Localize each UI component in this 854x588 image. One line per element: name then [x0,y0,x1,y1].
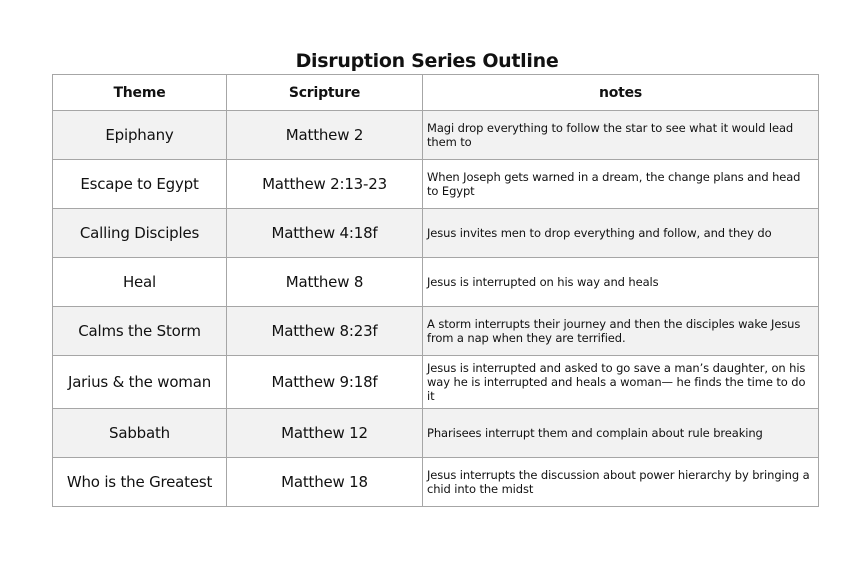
notes-cell: Pharisees interrupt them and complain about rule breaking [423,409,819,458]
table-row [53,258,819,307]
scripture-cell: Matthew 2:13-23 [227,160,423,209]
theme-cell: Who is the Greatest [53,458,227,507]
scripture-cell: Matthew 2 [227,111,423,160]
scripture-cell: Matthew 8:23f [227,307,423,356]
column-header-scripture: Scripture [227,75,423,111]
table-row [53,458,819,507]
scripture-cell: Matthew 9:18f [227,356,423,409]
notes-cell: Jesus is interrupted on his way and heals [423,258,819,307]
theme-cell: Calling Disciples [53,209,227,258]
theme-cell: Sabbath [53,409,227,458]
theme-cell: Escape to Egypt [53,160,227,209]
table-row [53,409,819,458]
notes-cell: Magi drop everything to follow the star to see what it would lead them to [423,111,819,160]
table-row [53,307,819,356]
table-row [53,356,819,409]
scripture-cell: Matthew 12 [227,409,423,458]
scripture-cell: Matthew 4:18f [227,209,423,258]
theme-cell: Calms the Storm [53,307,227,356]
notes-cell: Jesus is interrupted and asked to go save a man’s daughter, on his way he is interrupted and heals a woman— he finds the time to do it [423,356,819,409]
scripture-cell: Matthew 18 [227,458,423,507]
theme-cell: Epiphany [53,111,227,160]
table-row [53,111,819,160]
notes-cell: Jesus interrupts the discussion about power hierarchy by bringing a chid into the midst [423,458,819,507]
column-header-notes: notes [423,75,819,111]
notes-cell: Jesus invites men to drop everything and follow, and they do [423,209,819,258]
outline-table [52,74,819,507]
column-header-theme: Theme [53,75,227,111]
notes-cell: A storm interrupts their journey and then the disciples wake Jesus from a nap when they are terrified. [423,307,819,356]
scripture-cell: Matthew 8 [227,258,423,307]
page-title: Disruption Series Outline [295,50,559,72]
theme-cell: Heal [53,258,227,307]
table-row [53,209,819,258]
notes-cell: When Joseph gets warned in a dream, the change plans and head to Egypt [423,160,819,209]
table-header-row [53,75,819,111]
theme-cell: Jarius & the woman [53,356,227,409]
table-row [53,160,819,209]
